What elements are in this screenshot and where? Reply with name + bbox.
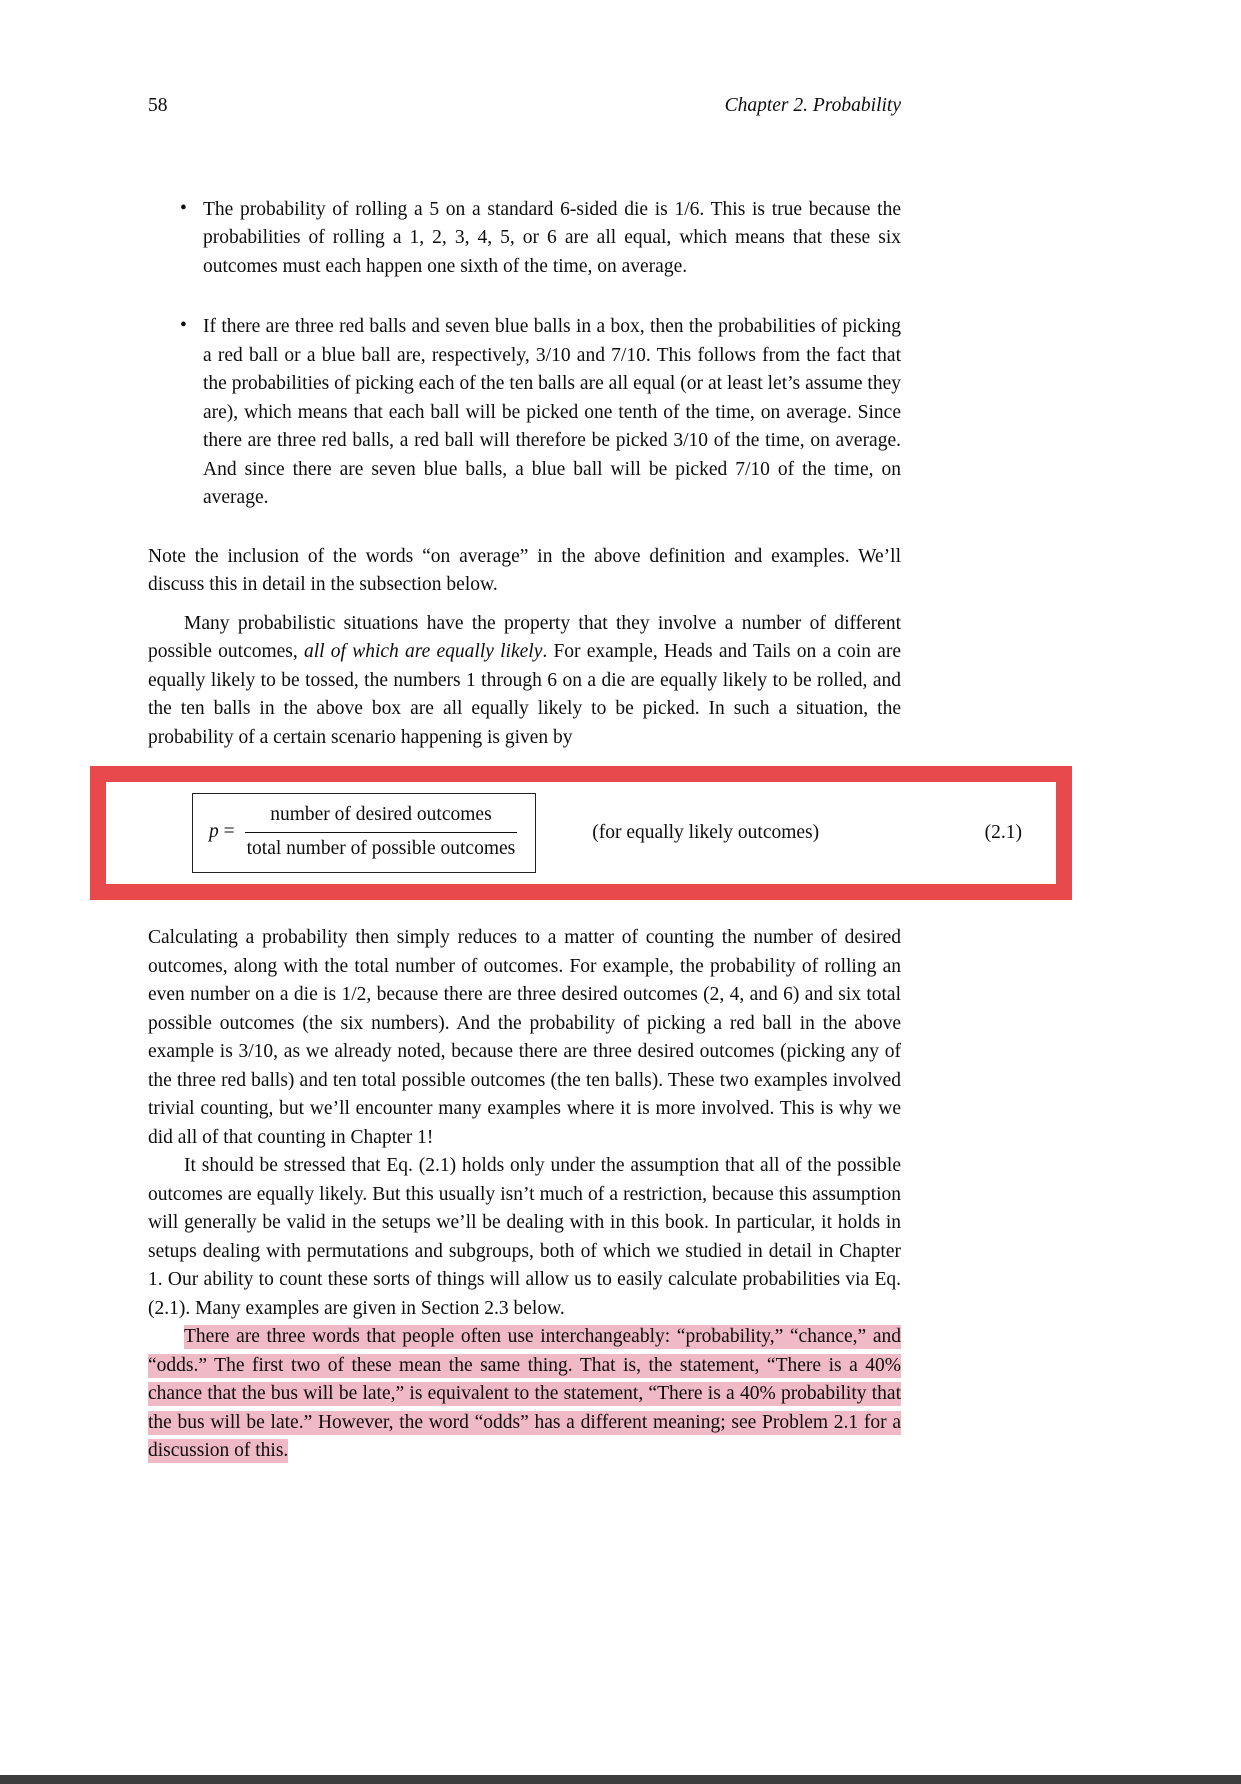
equation-fraction xyxy=(245,803,518,861)
bullet-text-balls-example: If there are three red balls and seven blue balls in a box, then the probabilities of picking a red ball or a blue ball are, respectively, 3/10 and 7/10. This follows from the fact that the probabilities of picking each of the ten balls are all equal (or at least let’s assume they are), which means that each ball will be picked one tenth of the time, on average. Since there are three red balls, a red ball will therefore be picked 3/10 of the time, on average. And since there are seven blue balls, a blue ball will be picked 7/10 of the time, on average. xyxy=(203,316,901,508)
bullet-list xyxy=(148,196,901,513)
equation-condition-note: (for equally likely outcomes) xyxy=(592,821,820,843)
paragraph-note-on-average: Note the inclusion of the words “on average” in the above definition and examples. We’ll discuss this in detail in the subsection below. xyxy=(148,545,901,595)
bullet-icon: • xyxy=(180,315,187,336)
chapter-header-title: Chapter 2. Probability xyxy=(724,95,901,116)
bullet-icon: • xyxy=(180,197,187,219)
pink-highlight-text: There are three words that people often use interchangeably: “probability,” “chance,” and “odds.” The first two of these mean the same thing. That is, the statement, “There is a 40% chance that the bus will be late,” is equivalent to the statement, “There is a 40% probability that the bus will be late.” However, the word “odds” has a different meaning; see Problem 2.1 for a discussion of this. xyxy=(148,1326,901,1461)
paragraph-equally-likely xyxy=(148,610,901,753)
equation-variable-p: p xyxy=(209,820,219,842)
equation-equals-sign: = xyxy=(223,820,235,842)
paragraph-three-words-highlighted xyxy=(148,1323,901,1466)
equation-framed-box xyxy=(192,793,536,873)
text-column xyxy=(148,0,1022,1466)
equation-numerator: number of desired outcomes xyxy=(245,803,518,833)
page-number: 58 xyxy=(148,95,168,116)
equation-red-annotation-box xyxy=(90,766,1072,900)
paragraph-equally-likely-pre: Many probabilistic situations have the property that they involve a number of different possible outcomes, xyxy=(148,612,901,662)
bullet-item-balls-example xyxy=(148,313,901,513)
paragraph-equally-likely-post: . For example, Heads and Tails on a coin are equally likely to be tossed, the numbers 1 through 6 on a die are equally likely to be rolled, and the ten balls in the above box are all equally likely to be picked. In such a situation, the probability of a certain scenario happening is given by xyxy=(148,641,901,748)
running-header xyxy=(148,92,901,121)
equation-denominator: total number of possible outcomes xyxy=(246,838,516,859)
paragraph-equally-likely-emphasis: all of which are equally likely xyxy=(303,641,543,662)
equation-row xyxy=(106,782,1056,884)
bottom-dark-strip xyxy=(0,1775,1241,1784)
equation-number: (2.1) xyxy=(984,821,1022,843)
bullet-text-die-example: The probability of rolling a 5 on a standard 6-sided die is 1/6. This is true because the probabilities of rolling a 1, 2, 3, 4, 5, or 6 are all equal, which means that these six outcomes must each happen one sixth of the time, on average. xyxy=(203,198,901,277)
paragraph-stressed-eq21: It should be stressed that Eq. (2.1) holds only under the assumption that all of the possible outcomes are equally likely. But this usually isn’t much of a restriction, because this assumption will generally be valid in the setups we’ll be dealing with in this book. In particular, it holds in setups dealing with permutations and subgroups, both of which we studied in detail in Chapter 1. Our ability to count these sorts of things will allow us to easily calculate probabilities via Eq. (2.1). Many examples are given in Section 2.3 below. xyxy=(148,1155,901,1319)
paragraph-calculating: Calculating a probability then simply reduces to a matter of counting the number of desired outcomes, along with the total number of outcomes. For example, the probability of rolling an even number on a die is 1/2, because there are three desired outcomes (2, 4, and 6) and six total possible outcomes (the six numbers). And the probability of picking a red ball in the above example is 3/10, as we already noted, because there are three desired outcomes (picking any of the three red balls) and ten total possible outcomes (the ten balls). These two examples involved trivial counting, but we’ll encounter many examples where it is more involved. This is why we did all of that counting in Chapter 1! xyxy=(148,927,901,1148)
bullet-item-die-example xyxy=(148,196,901,282)
equation-lhs xyxy=(209,818,235,847)
